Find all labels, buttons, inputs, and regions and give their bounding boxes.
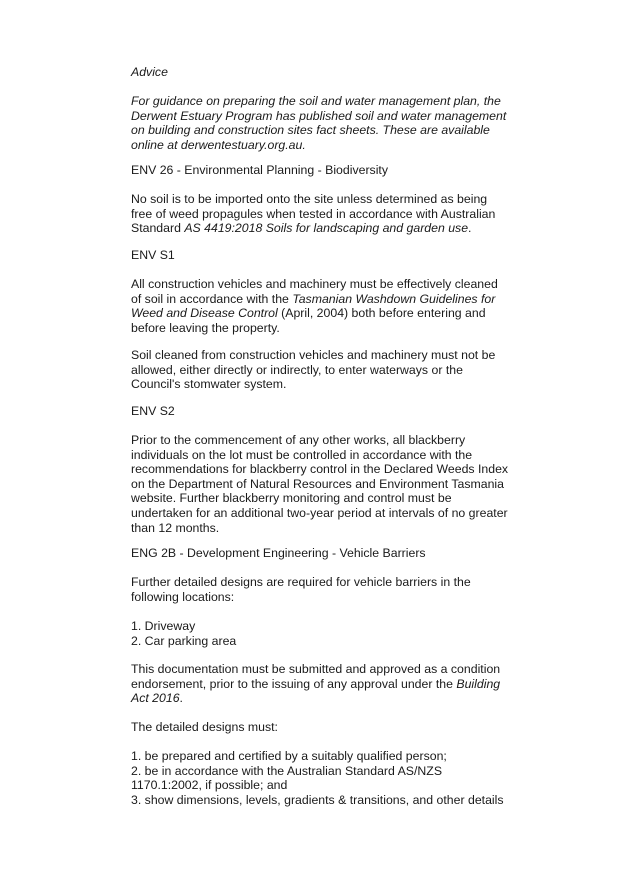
env-s1-paragraph-2: Soil cleaned from construction vehicles and machinery must not be allowed, either directly or indirectly, to enter waterways or the Council's stomwater system. bbox=[131, 348, 496, 392]
env-s1-paragraph-1: All construction vehicles and machinery must be effectively cleaned of soil in accordance with the Tasmanian Washdown Guidelines for Weed and Disease Control (April, 2004) both before entering and before leaving the property. bbox=[131, 277, 498, 335]
env26-paragraph: No soil is to be imported onto the site unless determined as being free of weed propagules when tested in accordance with Australian Standard AS 4419:2018 Soils for landscaping and garden use. bbox=[131, 192, 496, 236]
list-item: 3. show dimensions, levels, gradients & transitions, and other details bbox=[131, 792, 504, 807]
advice-paragraph: For guidance on preparing the soil and water management plan, the Derwent Estuary Program has published soil and water management on building and construction sites fact sheets. These are available online at derwentestuary.org.au. bbox=[131, 94, 507, 152]
list-item: 1. be prepared and certified by a suitably qualified person; bbox=[131, 749, 447, 763]
env-s2-paragraph: Prior to the commencement of any other works, all blackberry individuals on the lot must be controlled in accordance with the recommendations for blackberry control in the Declared Weeds Index on the Department of Natural Resources and Environment Tasmania website. Further blackberry monitoring and control must be undertaken for an additional two-year period at intervals of no greater than 12 months. bbox=[131, 433, 509, 535]
designs-intro: The detailed designs must: bbox=[131, 720, 278, 734]
advice-heading: Advice bbox=[131, 65, 168, 79]
list-item: 2. Car parking area bbox=[131, 633, 237, 648]
list-item: 1170.1:2002, if possible; and bbox=[131, 778, 288, 793]
eng2b-location-list bbox=[131, 619, 601, 648]
design-requirements-list bbox=[131, 749, 601, 807]
eng2b-intro: Further detailed designs are required for vehicle barriers in the following locations: bbox=[131, 575, 471, 604]
env-s1-heading: ENV S1 bbox=[131, 248, 175, 262]
list-item: 1. Driveway bbox=[131, 619, 196, 633]
list-item: 2. be in accordance with the Australian Standard AS/NZS bbox=[131, 763, 443, 778]
env26-heading: ENV 26 - Environmental Planning - Biodiversity bbox=[131, 163, 388, 177]
eng2b-heading: ENG 2B - Development Engineering - Vehicle Barriers bbox=[131, 546, 426, 560]
eng2b-documentation-paragraph: This documentation must be submitted and approved as a condition endorsement, prior to the issuing of any approval under the Building Act 2016. bbox=[131, 662, 501, 706]
env-s2-heading: ENV S2 bbox=[131, 404, 175, 418]
